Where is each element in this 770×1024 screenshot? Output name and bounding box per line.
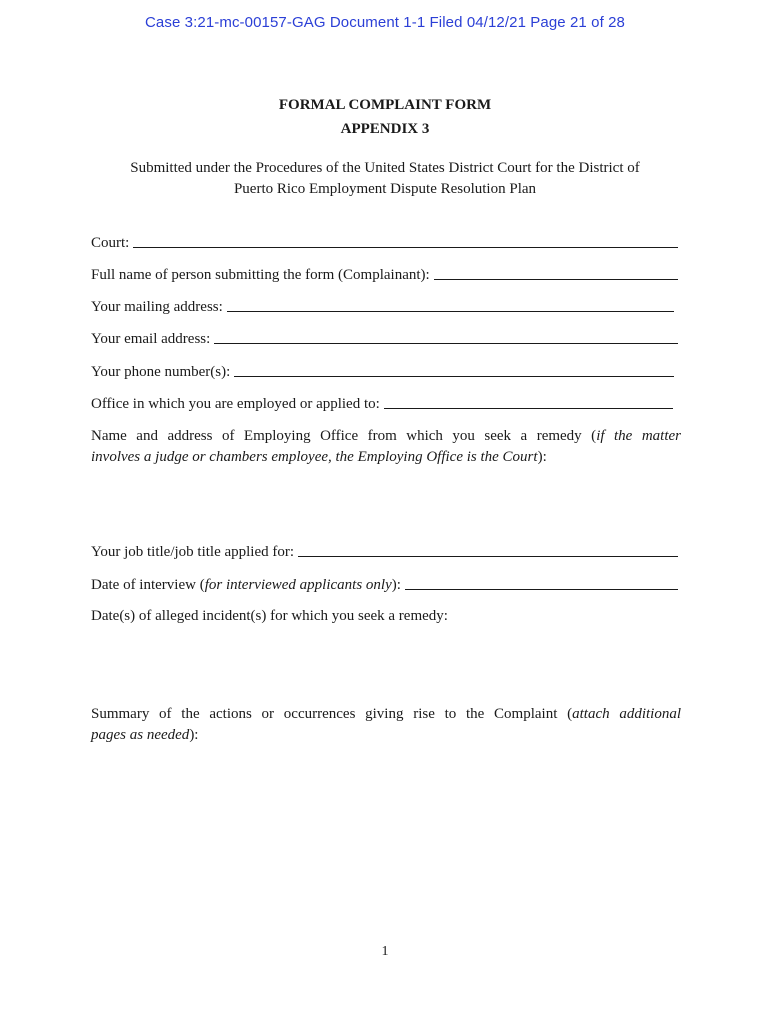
mailing-address-label: Your mailing address: [91, 299, 223, 315]
employing-office-line-1 [91, 426, 681, 447]
court-field [91, 234, 678, 252]
appendix-label: APPENDIX 3 [340, 121, 430, 137]
intro-line-2: Puerto Rico Employment Dispute Resolution Plan [233, 181, 537, 197]
interview-date-label [91, 577, 401, 594]
email-address-field [91, 330, 678, 348]
summary-line-1 [91, 704, 681, 725]
court-filing-header: Case 3:21-mc-00157-GAG Document 1-1 Filed 04/12/21 Page 21 of 28 [144, 14, 625, 31]
complainant-name-label: Full name of person submitting the form (Complainant): [91, 267, 430, 283]
summary-suffix: ): [189, 727, 199, 743]
incident-dates-label: Date(s) of alleged incident(s) for which you seek a remedy: [91, 608, 448, 624]
court-blank[interactable] [133, 235, 678, 248]
incident-dates-field [91, 608, 678, 625]
court-label: Court: [91, 235, 130, 251]
employing-office-line-2 [91, 447, 681, 468]
interview-date-prefix: Date of interview ( [91, 577, 205, 593]
job-title-blank[interactable] [298, 544, 678, 557]
office-field [91, 395, 673, 413]
employing-office-italic-2: involves a judge or chambers employee, the Employing Office is the Court [91, 449, 538, 465]
office-label: Office in which you are employed or applied to: [91, 396, 380, 412]
phone-blank[interactable] [234, 364, 674, 377]
job-title-label: Your job title/job title applied for: [91, 544, 295, 560]
summary-line-2 [91, 725, 681, 746]
employing-office-italic-1: if the matter [596, 428, 681, 444]
employing-office-text: Name and address of Employing Office from which you seek a remedy ( [91, 428, 597, 444]
interview-date-suffix: ): [391, 577, 401, 593]
page-number: 1 [381, 944, 389, 959]
phone-label: Your phone number(s): [91, 364, 231, 380]
interview-date-field [91, 576, 678, 594]
email-address-blank[interactable] [214, 331, 678, 344]
summary-text: Summary of the actions or occurrences giving rise to the Complaint ( [91, 706, 573, 722]
employing-office-prompt [91, 426, 681, 468]
phone-field [91, 363, 674, 381]
complainant-name-field [91, 266, 678, 284]
mailing-address-blank[interactable] [227, 299, 674, 312]
summary-italic-2: pages as needed [91, 727, 190, 743]
interview-date-blank[interactable] [405, 577, 678, 590]
office-blank[interactable] [384, 396, 673, 409]
form-title: FORMAL COMPLAINT FORM [278, 97, 492, 113]
summary-italic-1: attach additional [572, 706, 682, 722]
interview-date-italic: for interviewed applicants only [204, 577, 392, 593]
intro-line-1: Submitted under the Procedures of the United States District Court for the District of [130, 160, 640, 176]
job-title-field [91, 543, 678, 561]
employing-office-suffix: ): [537, 449, 547, 465]
mailing-address-field [91, 298, 674, 316]
summary-prompt [91, 704, 681, 746]
complainant-name-blank[interactable] [434, 267, 678, 280]
email-address-label: Your email address: [91, 331, 211, 347]
